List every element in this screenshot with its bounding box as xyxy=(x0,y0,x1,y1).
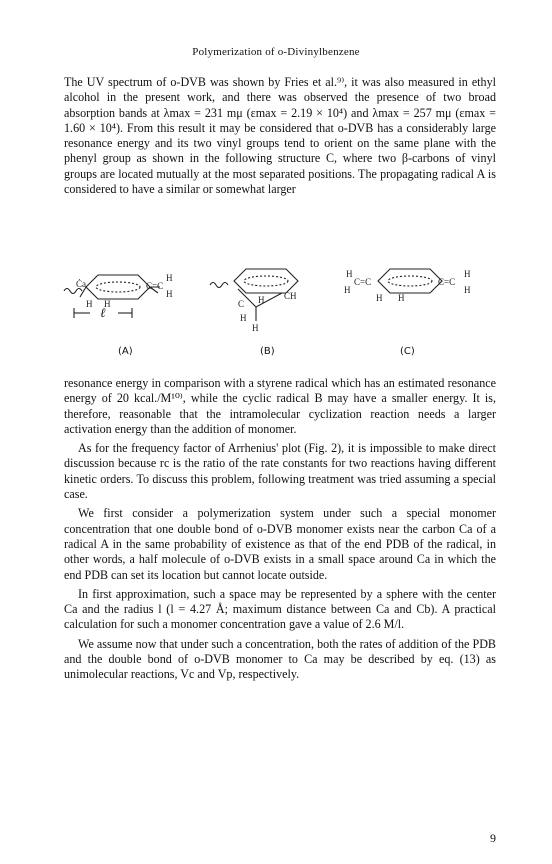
svg-text:ĊH: ĊH xyxy=(284,291,297,301)
svg-text:H: H xyxy=(166,273,173,283)
svg-text:C=C: C=C xyxy=(146,281,164,291)
body-text-bottom xyxy=(64,376,496,683)
running-head: Polymerization of o-Divinylbenzene xyxy=(192,46,360,58)
paragraph: In first approximation, such a space may be represented by a sphere with the center Ca and the radius l (l = 4.27 Å; maximum distance between Ca and Cb). A practical calculation for such a monomer concentration gave a value of 2.6 M/l. xyxy=(64,586,496,632)
paragraph: resonance energy in comparison with a styrene radical which has an estimated resonance energy of 20 kcal./M¹⁰⁾, while the cyclic radical B may have a smaller energy. It is, therefore, reasonable that the intramolecular cyclization reaction needs a larger activation energy than the addition of monomer. xyxy=(64,376,496,436)
page-number: 9 xyxy=(490,831,496,845)
paragraph: We first consider a polymerization system under such a special monomer concentration that one double bond of o-DVB monomer exists near the carbon Ca of a radical A in the same probability of existence as that of the end PDB of the radical, in other words, a half molecule of o-DVB exists in a small space around Ca in which the end PDB can set its location but cannot locate outside. xyxy=(64,506,496,582)
structure-a-drawing xyxy=(64,273,173,320)
svg-text:H: H xyxy=(346,269,353,279)
svg-text:H: H xyxy=(464,285,471,295)
svg-text:C=C: C=C xyxy=(438,277,456,287)
figure-label-a: (A) xyxy=(118,346,133,357)
paragraph: We assume now that under such a concentration, both the rates of addition of the PDB and the double bond of o-DVB monomer to Ca may be described by eq. (13) as unimolecular reactions, Vc and Vp, respectively. xyxy=(64,636,496,682)
figure-label-c: (C) xyxy=(400,346,415,357)
svg-text:H: H xyxy=(252,323,259,333)
svg-text:H: H xyxy=(86,299,93,309)
structure-b-drawing xyxy=(210,269,298,333)
svg-text:ℓ: ℓ xyxy=(100,305,106,320)
svg-text:H: H xyxy=(398,293,405,303)
svg-text:H: H xyxy=(376,293,383,303)
svg-text:Ċa: Ċa xyxy=(76,279,86,289)
body-text-top xyxy=(64,75,496,197)
paragraph: The UV spectrum of o-DVB was shown by Fries et al.⁹⁾, it was also measured in ethyl alcohol in the present work, and there was observed the presence of two broad absorption bands at λmax = 231 mμ (εmax = 2.19 × 10⁴) and λmax = 257 mμ (εmax = 1.60 × 10⁴). From this result it may be considered that o-DVB has a considerably large resonance energy and its two vinyl groups tend to orient on the same plane with the phenyl group as shown in the following structure C, where two β-carbons of vinyl groups are located mutually at the most separated positions. The propagating radical A is considered to have a similar or somewhat larger xyxy=(64,75,496,197)
structure-c-drawing xyxy=(344,269,471,303)
structure-figure xyxy=(60,263,500,368)
svg-text:C=C: C=C xyxy=(354,277,372,287)
paragraph: As for the frequency factor of Arrhenius' plot (Fig. 2), it is impossible to make direct discussion because rc is the ratio of the rate constants for two reactions having different kinetic orders. To discuss this problem, following treatment was tried assuming a special case. xyxy=(64,441,496,502)
svg-text:H: H xyxy=(464,269,471,279)
svg-text:H: H xyxy=(240,313,247,323)
svg-text:C: C xyxy=(238,299,245,309)
svg-text:H: H xyxy=(166,289,173,299)
svg-text:H: H xyxy=(258,295,265,305)
svg-text:H: H xyxy=(344,285,351,295)
figure-label-b: (B) xyxy=(260,346,275,357)
svg-text:H: H xyxy=(104,299,111,309)
